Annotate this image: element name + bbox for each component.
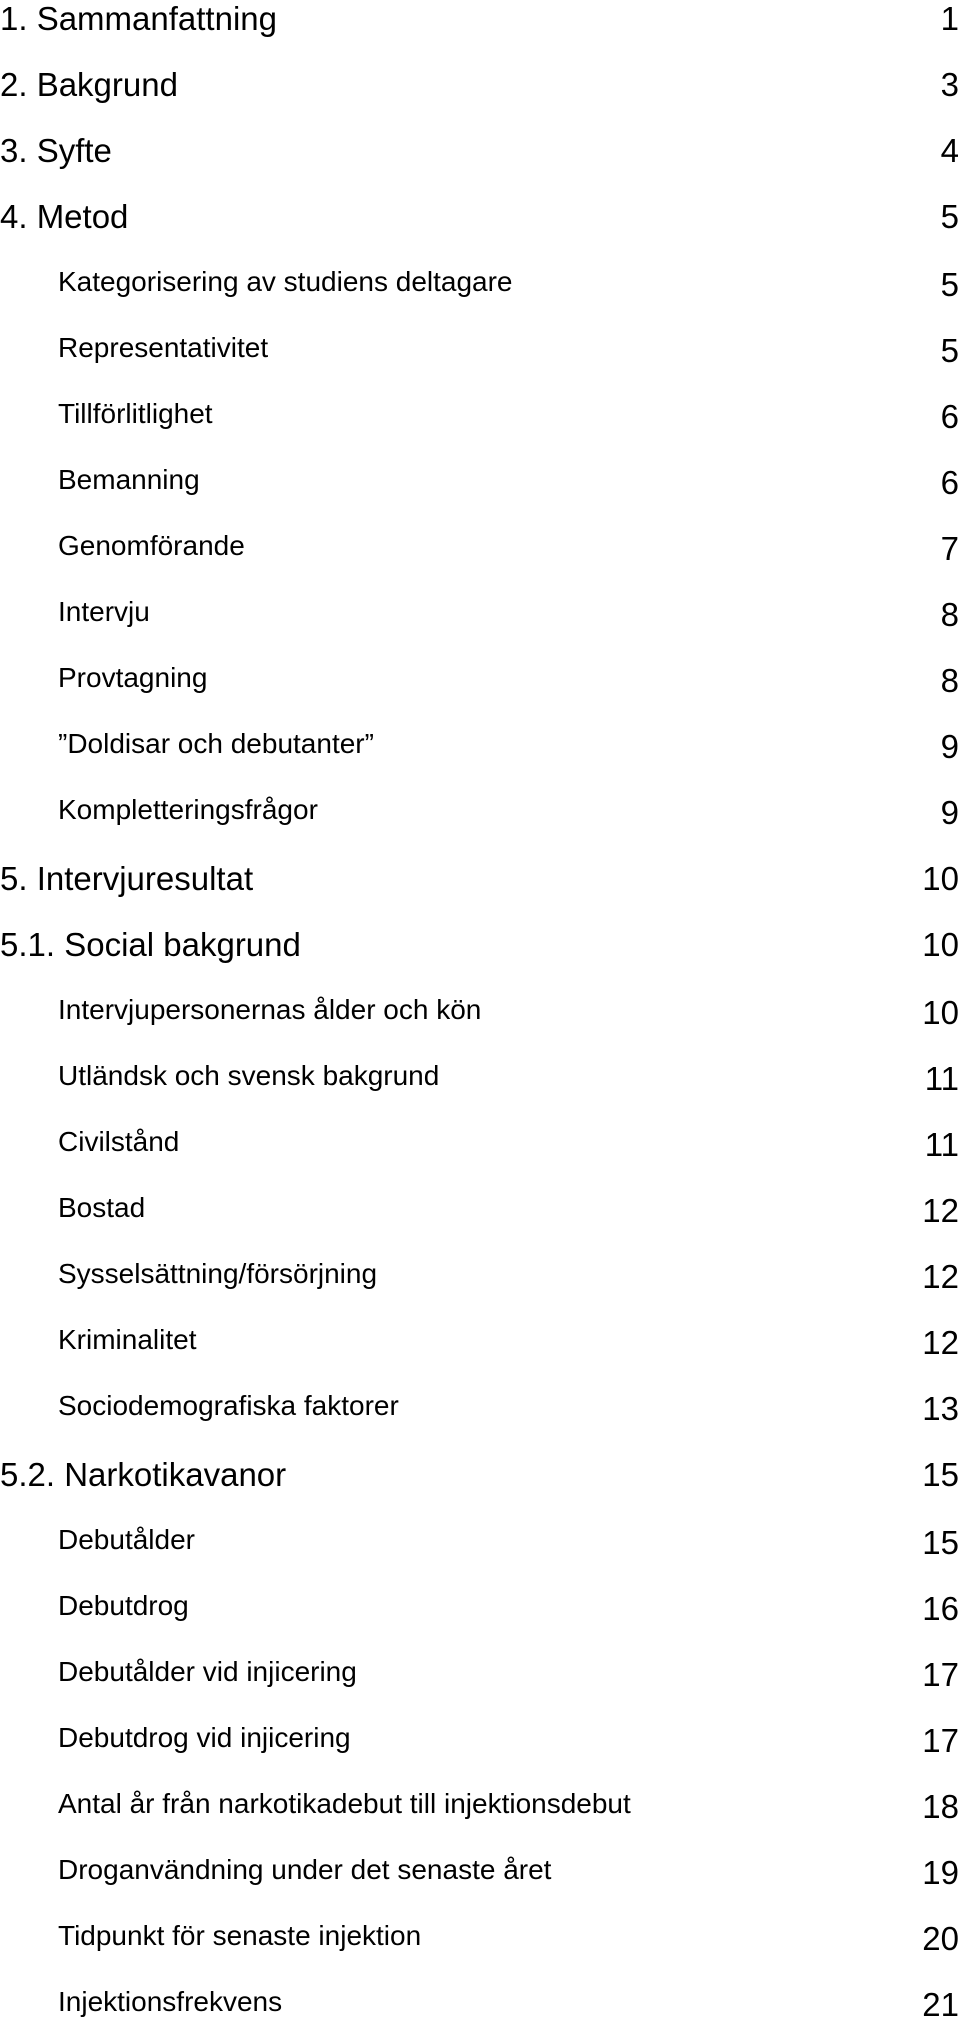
toc-entry-title: Kompletteringsfrågor — [58, 794, 318, 825]
toc-entry-page: 9 — [940, 794, 959, 831]
toc-entry-title: 2. Bakgrund — [0, 66, 178, 103]
toc-entry-page: 16 — [922, 1590, 959, 1627]
toc-entry-title: 5. Intervjuresultat — [0, 860, 254, 897]
toc-entry-page: 8 — [940, 662, 959, 699]
toc-entry-title: Genomförande — [58, 530, 245, 561]
toc-entry-title: Civilstånd — [58, 1126, 180, 1157]
toc-entry-title: ”Doldisar och debutanter” — [58, 728, 374, 759]
toc-entry-title: Bemanning — [58, 464, 200, 495]
toc-entry-page: 11 — [924, 1060, 959, 1097]
toc-entry-page: 1 — [940, 0, 959, 37]
toc-entry-title: Tidpunkt för senaste injektion — [58, 1920, 422, 1951]
toc-entry-page: 21 — [922, 1986, 959, 2023]
toc-entry-title: 5.1. Social bakgrund — [0, 926, 301, 963]
toc-entry-title: Debutdrog vid injicering — [58, 1722, 351, 1753]
toc-entry-page: 7 — [940, 530, 959, 567]
toc-entry-title: 3. Syfte — [0, 132, 112, 169]
toc-entry-page: 9 — [940, 728, 959, 765]
toc-entry-page: 6 — [940, 464, 959, 501]
toc-entry-page: 17 — [922, 1722, 959, 1759]
toc-entry-page: 20 — [922, 1920, 959, 1957]
toc-entry-page: 8 — [940, 596, 959, 633]
toc-entry-page: 6 — [940, 398, 959, 435]
toc-entry-title: 4. Metod — [0, 198, 129, 235]
toc-entry-title: Bostad — [58, 1192, 146, 1223]
toc-entry-title: Kriminalitet — [58, 1324, 197, 1355]
toc-entry-page: 15 — [922, 1524, 959, 1561]
toc-entry-title: Provtagning — [58, 662, 208, 693]
toc-entry-page: 19 — [922, 1854, 959, 1891]
toc-entry-page: 12 — [922, 1258, 959, 1295]
toc-entry-page: 5 — [940, 198, 959, 235]
toc-entry-title: 5.2. Narkotikavanor — [0, 1456, 287, 1493]
toc-entry-page: 5 — [940, 332, 959, 369]
toc-entry-page: 4 — [940, 132, 959, 169]
toc-entry-title: Debutålder vid injicering — [58, 1656, 357, 1687]
toc-entry-page: 3 — [940, 66, 959, 103]
toc-entry-title: Tillförlitlighet — [58, 398, 213, 429]
toc-entry-page: 17 — [922, 1656, 959, 1693]
toc-entry-title: Intervju — [58, 596, 150, 627]
toc-entry-title: Injektionsfrekvens — [58, 1986, 283, 2017]
toc-entry-page: 10 — [922, 994, 959, 1031]
toc-entry-title: Debutdrog — [58, 1590, 189, 1621]
toc-entry-title: Droganvändning under det senaste året — [58, 1854, 552, 1885]
toc-entry-title: Representativitet — [58, 332, 269, 363]
toc-entry-page: 12 — [922, 1192, 959, 1229]
toc-entry-page: 5 — [940, 266, 959, 303]
toc-entry-page: 15 — [922, 1456, 959, 1493]
toc-entry-page: 18 — [922, 1788, 959, 1825]
toc-entry-page: 10 — [922, 926, 959, 963]
toc-entry-title: Debutålder — [58, 1524, 195, 1555]
toc-entry-title: 1. Sammanfattning — [0, 0, 277, 37]
toc-entry-title: Antal år från narkotikadebut till injektionsdebut — [58, 1788, 631, 1819]
toc-entry-title: Kategorisering av studiens deltagare — [58, 266, 513, 297]
toc-entry-page: 12 — [922, 1324, 959, 1361]
toc-entry-title: Intervjupersonernas ålder och kön — [58, 994, 482, 1025]
toc-entry-page: 13 — [922, 1390, 959, 1427]
toc-entry-title: Utländsk och svensk bakgrund — [58, 1060, 440, 1091]
toc-entry-title: Sysselsättning/försörjning — [58, 1258, 378, 1289]
toc-entry-page: 10 — [922, 860, 959, 897]
toc-entry-title: Sociodemografiska faktorer — [58, 1390, 399, 1421]
toc-entry-page: 11 — [924, 1126, 959, 1163]
